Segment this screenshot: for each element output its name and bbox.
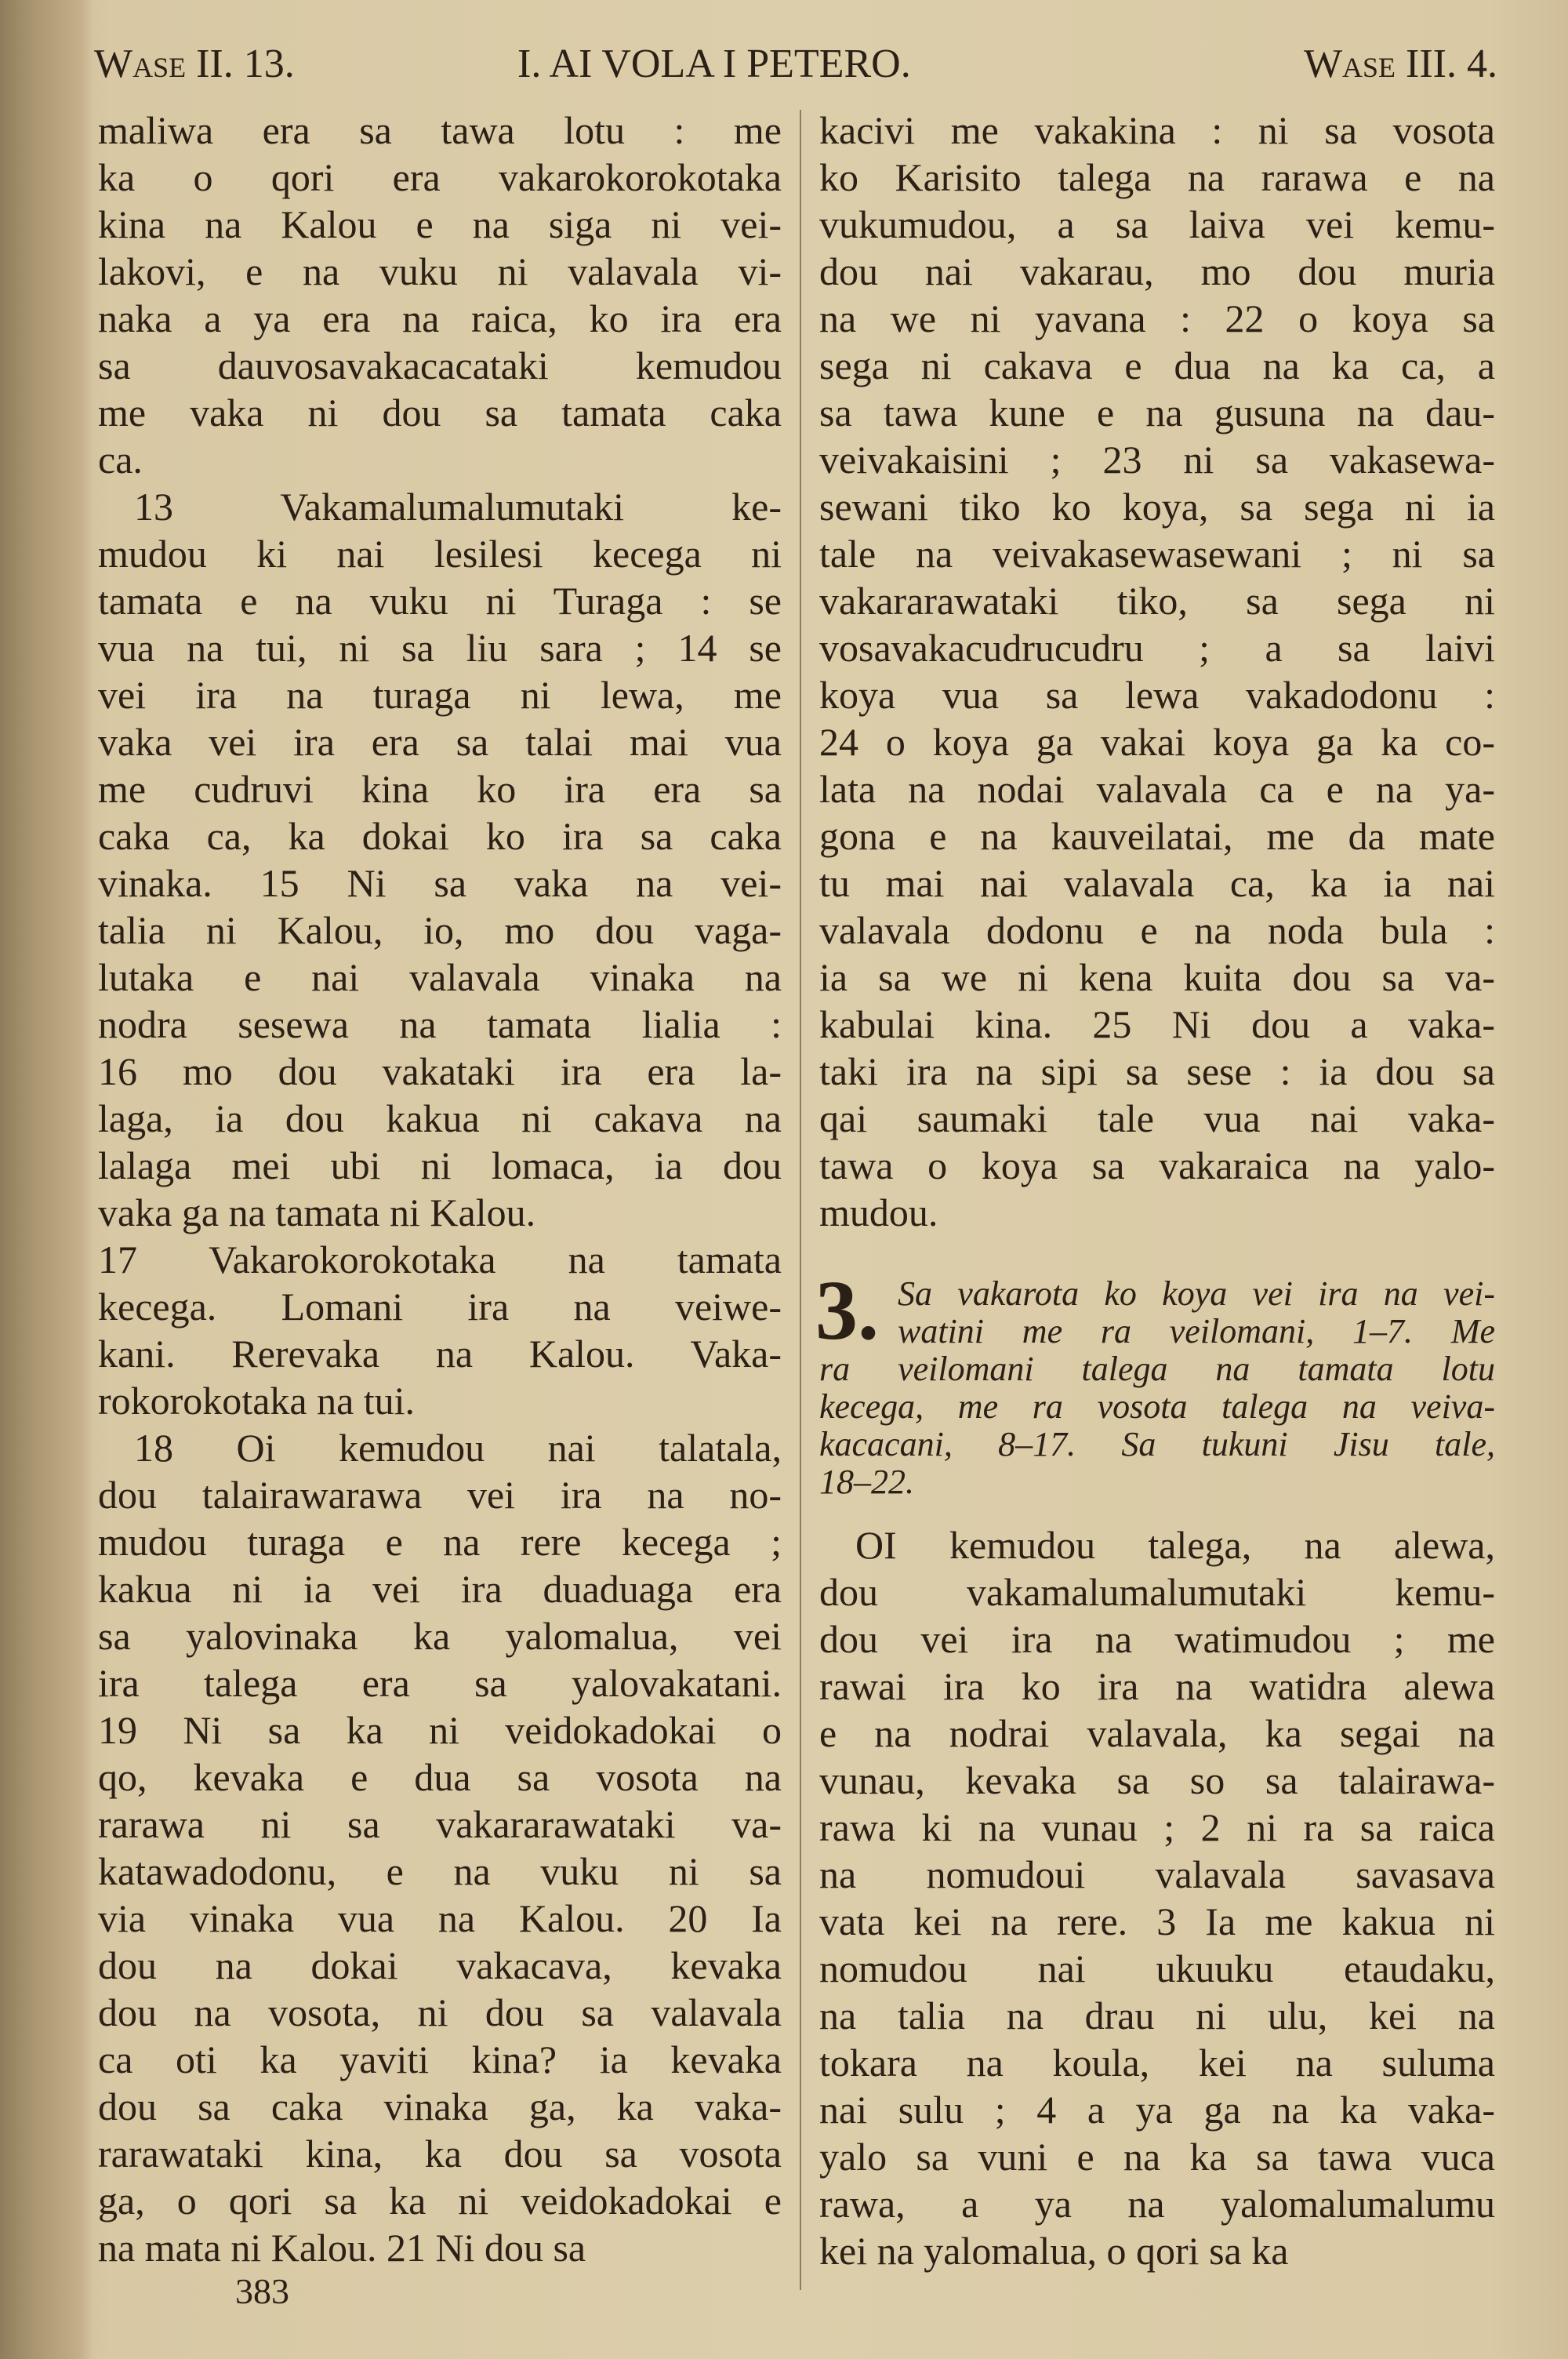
text-line: qo, kevaka e dua sa vosota na [98, 1755, 782, 1799]
text-line: rokorokotaka na tui. [98, 1379, 416, 1423]
column-divider [800, 110, 801, 2290]
text-line: qai saumaki tale vua nai vaka- [819, 1096, 1495, 1140]
text-line: 17 Vakarokorokotaka na tamata [98, 1238, 782, 1281]
text-line: me vaka ni dou sa tamata caka [98, 391, 782, 434]
chapter-summary [819, 1275, 1495, 1501]
text-line: valavala dodonu e na noda bula : [819, 908, 1495, 952]
text-line: kakua ni ia vei ira duaduaga era [98, 1567, 782, 1611]
text-line: na talia na drau ni ulu, kei na [819, 1994, 1495, 2037]
text-line: rarawa ni sa vakararawataki va- [98, 1802, 782, 1846]
text-line: tu mai nai valavala ca, ka ia nai [819, 861, 1495, 905]
text-line: ira talega era sa yalovakatani. [98, 1661, 782, 1705]
text-line: watini me ra veilomani, 1–7. Me [898, 1312, 1495, 1350]
text-line: vunau, kevaka sa so sa talairawa- [819, 1758, 1495, 1802]
text-line: sa tawa kune e na gusuna na dau- [819, 391, 1495, 434]
text-line: rarawataki kina, ka dou sa vosota [98, 2132, 782, 2175]
text-line: ra veilomani talega na tamata lotu [819, 1350, 1495, 1388]
text-line: 13 Vakamalumalumutaki ke- [134, 485, 782, 529]
text-line: ca oti ka yaviti kina? ia kevaka [98, 2037, 782, 2081]
text-line: dou talairawarawa vei ira na no- [98, 1473, 782, 1517]
page-number: 383 [235, 2271, 289, 2311]
text-line: via vinaka vua na Kalou. 20 Ia [98, 1896, 782, 1940]
text-line: na we ni yavana : 22 o koya sa [819, 296, 1495, 340]
text-line: caka ca, ka dokai ko ira sa caka [98, 814, 782, 858]
text-line: sega ni cakava e dua na ka ca, a [819, 343, 1495, 387]
text-line: taki ira na sipi sa sese : ia dou sa [819, 1049, 1495, 1093]
text-line: OI kemudou talega, na alewa, [855, 1523, 1495, 1567]
facing-page-edge [0, 0, 93, 2359]
text-line: 18 Oi kemudou nai talatala, [134, 1426, 782, 1470]
text-line: rawa ki na vunau ; 2 ni ra sa raica [819, 1805, 1495, 1849]
text-line: 16 mo dou vakataki ira era la- [98, 1049, 782, 1093]
text-line: tamata e na vuku ni Turaga : se [98, 579, 782, 623]
header-right-reference: Wase III. 4. [1303, 42, 1497, 86]
text-line: dou vakamalumalumutaki kemu- [819, 1570, 1495, 1614]
text-line: ka o qori era vakarokorokotaka [98, 155, 782, 199]
text-line: e na nodrai valavala, ka segai na [819, 1711, 1495, 1755]
text-line: koya vua sa lewa vakadodonu : [819, 673, 1495, 717]
text-line: me cudruvi kina ko ira era sa [98, 767, 782, 811]
text-line: vata kei na rere. 3 Ia me kakua ni [819, 1899, 1495, 1943]
text-line: rawai ira ko ira na watidra alewa [819, 1664, 1495, 1708]
text-line: na nomudoui valavala savasava [819, 1852, 1495, 1896]
text-line: rawa, a ya na yalomalumalumu [819, 2182, 1495, 2226]
text-line: dou vei ira na watimudou ; me [819, 1617, 1495, 1661]
text-line: sa dauvosavakacacataki kemudou [98, 343, 782, 387]
text-line: vosavakacudrucudru ; a sa laivi [819, 626, 1495, 670]
chapter-number: 3. [815, 1264, 879, 1358]
text-line: mudou turaga e na rere kecega ; [98, 1520, 782, 1564]
text-line: maliwa era sa tawa lotu : me [98, 108, 782, 152]
text-line: lata na nodai valavala ca e na ya- [819, 767, 1495, 811]
text-line: vaka ga na tamata ni Kalou. [98, 1190, 536, 1234]
text-line: na mata ni Kalou. 21 Ni dou sa [98, 2226, 586, 2270]
text-line: kabulai kina. 25 Ni dou a vaka- [819, 1002, 1495, 1046]
text-line: dou na dokai vakacava, kevaka [98, 1943, 782, 1987]
text-line: kani. Rerevaka na Kalou. Vaka- [98, 1332, 782, 1376]
header-title: I. AI VOLA I PETERO. [517, 42, 911, 86]
text-line: lutaka e nai valavala vinaka na [98, 955, 782, 999]
text-line: katawadodonu, e na vuku ni sa [98, 1849, 782, 1893]
text-line: dou nai vakarau, mo dou muria [819, 249, 1495, 293]
text-line: vaka vei ira era sa talai mai vua [98, 720, 782, 764]
text-line: mudou ki nai lesilesi kecega ni [98, 532, 782, 576]
text-line: veivakaisini ; 23 ni sa vakasewa- [819, 438, 1495, 482]
text-line: mudou. [819, 1190, 938, 1234]
text-line: nai sulu ; 4 a ya ga na ka vaka- [819, 2088, 1495, 2132]
text-line: 18–22. [819, 1463, 914, 1501]
text-line: kacacani, 8–17. Sa tukuni Jisu tale, [819, 1425, 1495, 1463]
text-line: dou sa caka vinaka ga, ka vaka- [98, 2085, 782, 2128]
text-line: kecega. Lomani ira na veiwe- [98, 1285, 782, 1329]
text-line: nomudou nai ukuuku etaudaku, [819, 1946, 1495, 1990]
text-line: vukumudou, a sa laiva vei kemu- [819, 202, 1495, 246]
text-line: Sa vakarota ko koya vei ira na vei- [898, 1274, 1495, 1313]
text-line: ga, o qori sa ka ni veidokadokai e [98, 2179, 782, 2223]
text-line: dou na vosota, ni dou sa valavala [98, 1990, 782, 2034]
text-line: vua na tui, ni sa liu sara ; 14 se [98, 626, 782, 670]
text-line: ca. [98, 438, 143, 482]
text-line: 24 o koya ga vakai koya ga ka co- [819, 720, 1495, 764]
text-line: vakararawataki tiko, sa sega ni [819, 579, 1495, 623]
text-line: sa yalovinaka ka yalomalua, vei [98, 1614, 782, 1658]
text-line: kacivi me vakakina : ni sa vosota [819, 108, 1495, 152]
text-line: naka a ya era na raica, ko ira era [98, 296, 782, 340]
text-line: ko Karisito talega na rarawa e na [819, 155, 1495, 199]
right-column-bottom [819, 1521, 1495, 2274]
text-line: vei ira na turaga ni lewa, me [98, 673, 782, 717]
text-line: lakovi, e na vuku ni valavala vi- [98, 249, 782, 293]
text-line: tale na veivakasewasewani ; ni sa [819, 532, 1495, 576]
right-column-top [819, 107, 1495, 1236]
text-line: tokara na koula, kei na suluma [819, 2041, 1495, 2085]
text-line: ia sa we ni kena kuita dou sa va- [819, 955, 1495, 999]
text-line: talia ni Kalou, io, mo dou vaga- [98, 908, 782, 952]
left-column [98, 107, 782, 2271]
text-line: sewani tiko ko koya, sa sega ni ia [819, 485, 1495, 529]
text-line: yalo sa vuni e na ka sa tawa vuca [819, 2135, 1495, 2179]
header-left-reference: Wase II. 13. [94, 42, 295, 86]
text-line: 19 Ni sa ka ni veidokadokai o [98, 1708, 782, 1752]
text-line: lalaga mei ubi ni lomaca, ia dou [98, 1143, 782, 1187]
running-header [94, 41, 1497, 96]
text-line: kina na Kalou e na siga ni vei- [98, 202, 782, 246]
text-line: nodra sesewa na tamata lialia : [98, 1002, 782, 1046]
text-line: kecega, me ra vosota talega na veiva- [819, 1387, 1495, 1426]
text-line: tawa o koya sa vakaraica na yalo- [819, 1143, 1495, 1187]
text-line: laga, ia dou kakua ni cakava na [98, 1096, 782, 1140]
text-line: kei na yalomalua, o qori sa ka [819, 2229, 1289, 2273]
text-line: vinaka. 15 Ni sa vaka na vei- [98, 861, 782, 905]
text-line: gona e na kauveilatai, me da mate [819, 814, 1495, 858]
